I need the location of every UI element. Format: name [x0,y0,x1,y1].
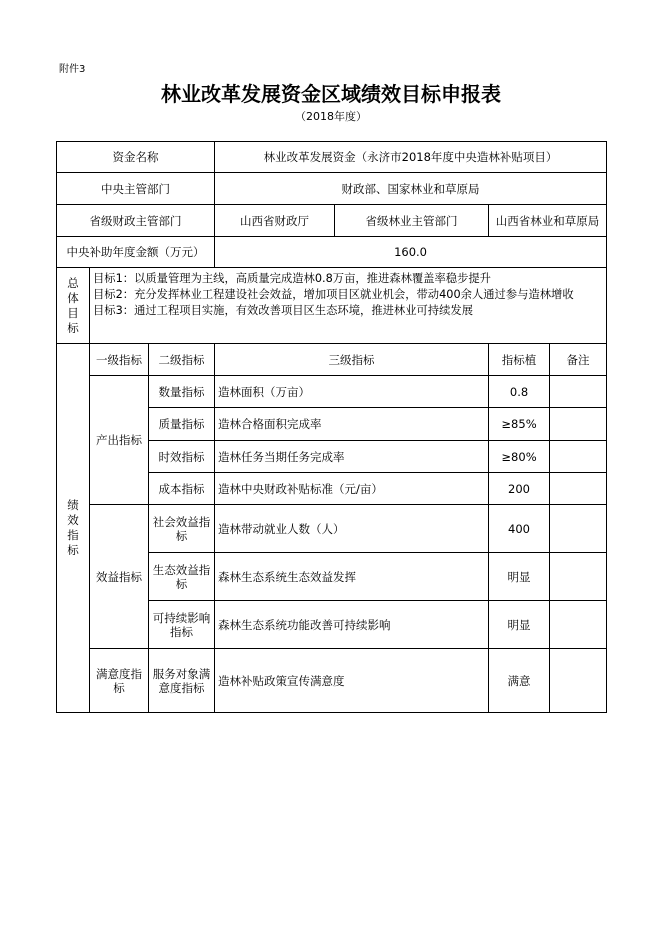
overall-goals-content [90,268,607,344]
remark-cell [550,649,607,713]
subsidy-value: 160.0 [215,237,607,268]
level3-cell: 造林任务当期任务完成率 [215,441,489,473]
header-level1: 一级指标 [90,344,149,376]
group-output: 产出指标 [90,376,149,505]
level3-cell: 造林合格面积完成率 [215,408,489,441]
goal-item: 目标1：以质量管理为主线，高质量完成造林0.8万亩，推进森林覆盖率稳步提升 [93,272,491,285]
header-level2: 二级指标 [149,344,215,376]
table-row [57,649,607,713]
central-dept-value: 财政部、国家林业和草原局 [215,173,607,205]
indicators-section-label: 绩 效 指 标 [57,344,90,713]
goal-item: 目标2：充分发挥林业工程建设社会效益，增加项目区就业机会，带动400余人通过参与造林增收 [93,288,574,301]
level2-cell: 服务对象满意度指标 [149,649,215,713]
group-satisfaction: 满意度指标 [90,649,149,713]
performance-target-table [56,141,607,713]
level2-cell: 社会效益指标 [149,505,215,553]
page-title: 林业改革发展资金区域绩效目标申报表 [161,82,501,106]
level3-cell: 森林生态系统生态效益发挥 [215,553,489,601]
overall-goals-label: 总 体 目 标 [57,268,90,344]
value-cell: 400 [489,505,550,553]
table-row [57,376,607,408]
value-cell: 明显 [489,553,550,601]
central-dept-label: 中央主管部门 [57,173,215,205]
header-remark: 备注 [550,344,607,376]
prov-forestry-label: 省级林业主管部门 [335,205,489,237]
value-cell: 满意 [489,649,550,713]
level3-cell: 造林补贴政策宣传满意度 [215,649,489,713]
table-row [57,505,607,553]
value-cell: 200 [489,473,550,505]
fund-name-label: 资金名称 [57,142,215,173]
group-benefit: 效益指标 [90,505,149,649]
level2-cell: 质量指标 [149,408,215,441]
value-cell: ≥85% [489,408,550,441]
level2-cell: 数量指标 [149,376,215,408]
level3-cell: 造林带动就业人数（人） [215,505,489,553]
level2-cell: 生态效益指标 [149,553,215,601]
prov-forestry-value: 山西省林业和草原局 [489,205,607,237]
remark-cell [550,408,607,441]
level2-cell: 时效指标 [149,441,215,473]
level2-cell: 成本指标 [149,473,215,505]
page-subtitle: （2018年度） [295,110,367,123]
level3-cell: 森林生态系统功能改善可持续影响 [215,601,489,649]
remark-cell [550,505,607,553]
prov-finance-label: 省级财政主管部门 [57,205,215,237]
remark-cell [550,601,607,649]
remark-cell [550,441,607,473]
level2-cell: 可持续影响指标 [149,601,215,649]
value-cell: 0.8 [489,376,550,408]
fund-name-value: 林业改革发展资金（永济市2018年度中央造林补贴项目） [215,142,607,173]
prov-finance-value: 山西省财政厅 [215,205,335,237]
level3-cell: 造林面积（万亩） [215,376,489,408]
attachment-label: 附件3 [59,64,86,75]
remark-cell [550,473,607,505]
header-level3: 三级指标 [215,344,489,376]
value-cell: ≥80% [489,441,550,473]
remark-cell [550,376,607,408]
header-value: 指标植 [489,344,550,376]
level3-cell: 造林中央财政补贴标准（元/亩） [215,473,489,505]
goal-item: 目标3：通过工程项目实施，有效改善项目区生态环境，推进林业可持续发展 [93,304,473,317]
value-cell: 明显 [489,601,550,649]
subsidy-label: 中央补助年度金额（万元） [57,237,215,268]
remark-cell [550,553,607,601]
